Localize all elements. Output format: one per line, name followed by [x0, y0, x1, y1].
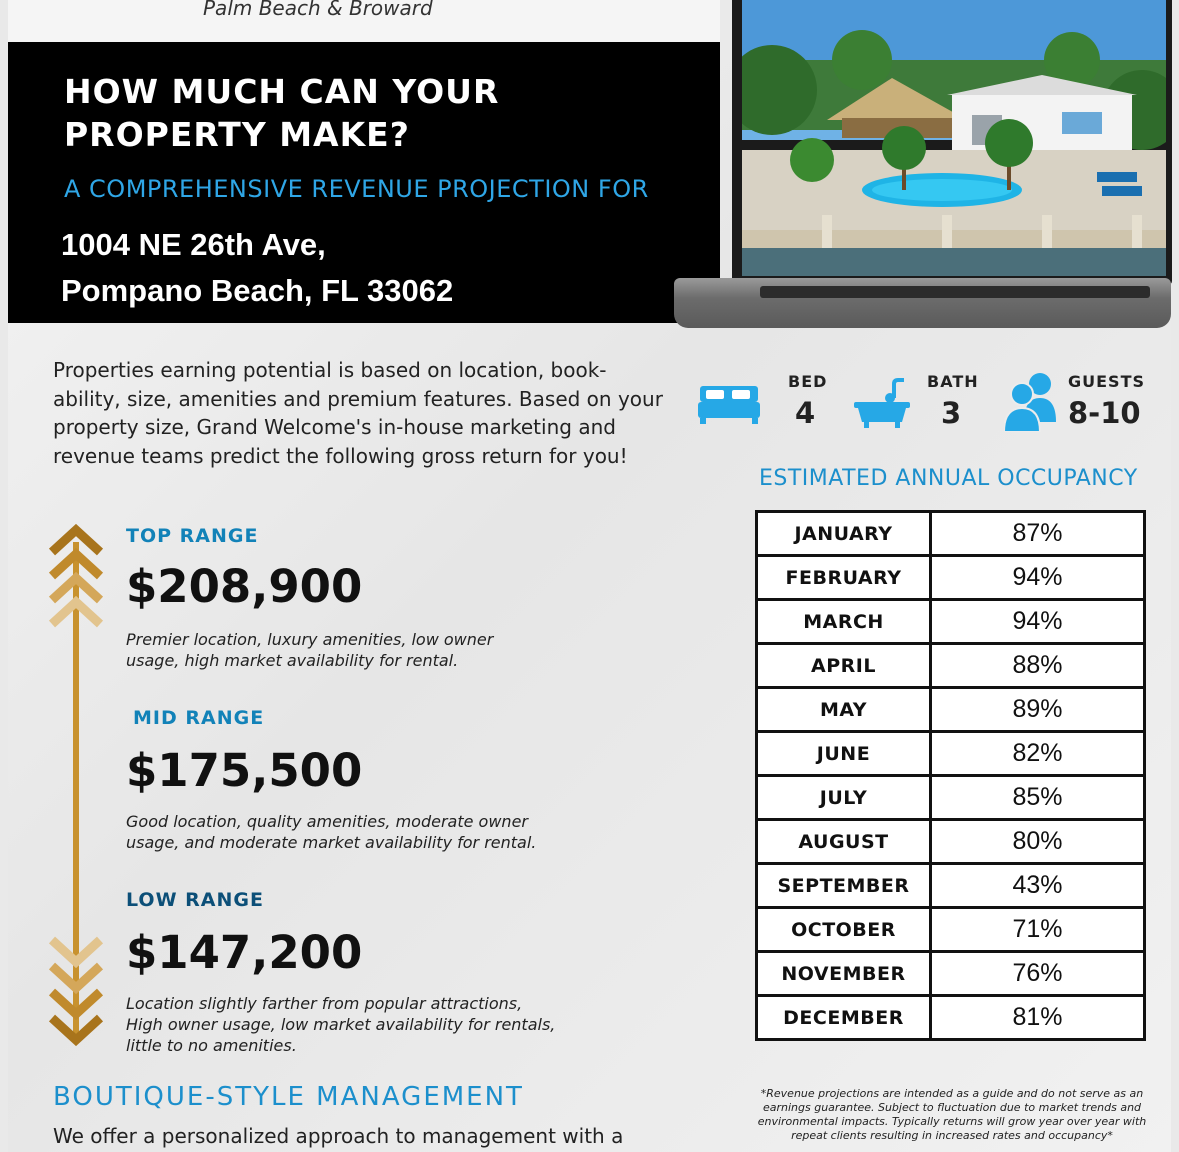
hero-title-line2: PROPERTY MAKE?	[64, 115, 410, 154]
table-row	[757, 776, 1145, 820]
table-row	[757, 908, 1145, 952]
laptop-keyboard	[760, 286, 1150, 298]
property-specs	[698, 368, 1168, 438]
bath-label: BATH	[927, 372, 979, 391]
bed-label: BED	[788, 372, 828, 391]
mid-range-desc-line1: Good location, quality amenities, moderate owner	[126, 812, 528, 831]
table-row	[757, 600, 1145, 644]
address-line2: Pompano Beach, FL 33062	[61, 273, 454, 308]
occupancy-month: MAY	[757, 688, 931, 732]
table-row	[757, 996, 1145, 1040]
occupancy-percent: 94%	[931, 600, 1145, 644]
table-row	[757, 556, 1145, 600]
occupancy-percent: 71%	[931, 908, 1145, 952]
top-range-desc-line1: Premier location, luxury amenities, low owner	[126, 630, 494, 649]
mid-range-description	[126, 811, 536, 853]
low-range-description	[126, 993, 555, 1056]
low-range-desc-line2: High owner usage, low market availability for rentals,	[126, 1015, 556, 1034]
top-range-label: TOP RANGE	[126, 525, 259, 547]
mid-range-label: MID RANGE	[133, 707, 265, 729]
occupancy-percent: 76%	[931, 952, 1145, 996]
management-text: We offer a personalized approach to management with a	[53, 1124, 624, 1148]
property-photo-illustration	[742, 0, 1166, 276]
occupancy-month: OCTOBER	[757, 908, 931, 952]
laptop-base	[674, 278, 1171, 328]
people-icon	[1004, 372, 1058, 432]
low-range-label: LOW RANGE	[126, 889, 264, 911]
occupancy-percent: 43%	[931, 864, 1145, 908]
guests-value: 8-10	[1068, 396, 1141, 430]
low-range-value: $147,200	[126, 926, 363, 979]
bathtub-icon	[854, 378, 910, 430]
occupancy-percent: 87%	[931, 512, 1145, 556]
range-arrow-icon	[48, 522, 104, 1058]
low-range-desc-line1: Location slightly farther from popular attractions,	[126, 994, 523, 1013]
occupancy-percent: 82%	[931, 732, 1145, 776]
guests-label: GUESTS	[1068, 372, 1146, 391]
hero-banner	[8, 42, 720, 323]
occupancy-month: MARCH	[757, 600, 931, 644]
mid-range-value: $175,500	[126, 744, 363, 797]
occupancy-month: FEBRUARY	[757, 556, 931, 600]
occupancy-title: ESTIMATED ANNUAL OCCUPANCY	[759, 466, 1138, 491]
table-row	[757, 644, 1145, 688]
occupancy-percent: 89%	[931, 688, 1145, 732]
address-line1: 1004 NE 26th Ave,	[61, 227, 326, 262]
management-title: BOUTIQUE-STYLE MANAGEMENT	[53, 1082, 524, 1112]
table-row	[757, 732, 1145, 776]
occupancy-month: APRIL	[757, 644, 931, 688]
occupancy-percent: 80%	[931, 820, 1145, 864]
hero-subtitle: A COMPREHENSIVE REVENUE PROJECTION FOR	[64, 175, 649, 203]
table-row	[757, 864, 1145, 908]
low-range-desc-line3: little to no amenities.	[126, 1036, 297, 1055]
occupancy-month: NOVEMBER	[757, 952, 931, 996]
disclaimer: *Revenue projections are intended as a guide and do not serve as an earnings guarantee. Subject to fluctuation due to market trends and environmental impacts. Typically returns will grow year over year with repeat clients resulting in increased rates and occupancy*	[757, 1087, 1147, 1142]
occupancy-month: JUNE	[757, 732, 931, 776]
occupancy-percent: 94%	[931, 556, 1145, 600]
hero-title-line1: HOW MUCH CAN YOUR	[64, 72, 500, 111]
occupancy-month: JANUARY	[757, 512, 931, 556]
table-row	[757, 688, 1145, 732]
table-row	[757, 952, 1145, 996]
top-range-description	[126, 629, 493, 671]
bath-value: 3	[941, 396, 962, 430]
laptop-image	[674, 0, 1171, 330]
occupancy-month: DECEMBER	[757, 996, 931, 1040]
bed-value: 4	[795, 396, 816, 430]
occupancy-month: AUGUST	[757, 820, 931, 864]
occupancy-percent: 85%	[931, 776, 1145, 820]
mid-range-desc-line2: usage, and moderate market availability for rental.	[126, 833, 537, 852]
region-label: Palm Beach & Broward	[203, 0, 433, 20]
occupancy-month: JULY	[757, 776, 931, 820]
region-strip	[8, 0, 720, 42]
occupancy-month: SEPTEMBER	[757, 864, 931, 908]
occupancy-percent: 81%	[931, 996, 1145, 1040]
top-range-desc-line2: usage, high market availability for rental.	[126, 651, 459, 670]
flyer-page	[8, 0, 1171, 1152]
intro-text: Properties earning potential is based on location, book-ability, size, amenities and premium features. Based on your property size, Grand Welcome's in-house marketing and revenue teams predict the following gross return for you!	[53, 358, 663, 468]
occupancy-table	[755, 510, 1146, 1041]
bed-icon	[698, 382, 760, 424]
property-address	[61, 222, 453, 314]
table-row	[757, 512, 1145, 556]
occupancy-percent: 88%	[931, 644, 1145, 688]
table-row	[757, 820, 1145, 864]
top-range-value: $208,900	[126, 560, 363, 613]
property-photo	[742, 0, 1166, 276]
hero-title	[64, 70, 499, 156]
